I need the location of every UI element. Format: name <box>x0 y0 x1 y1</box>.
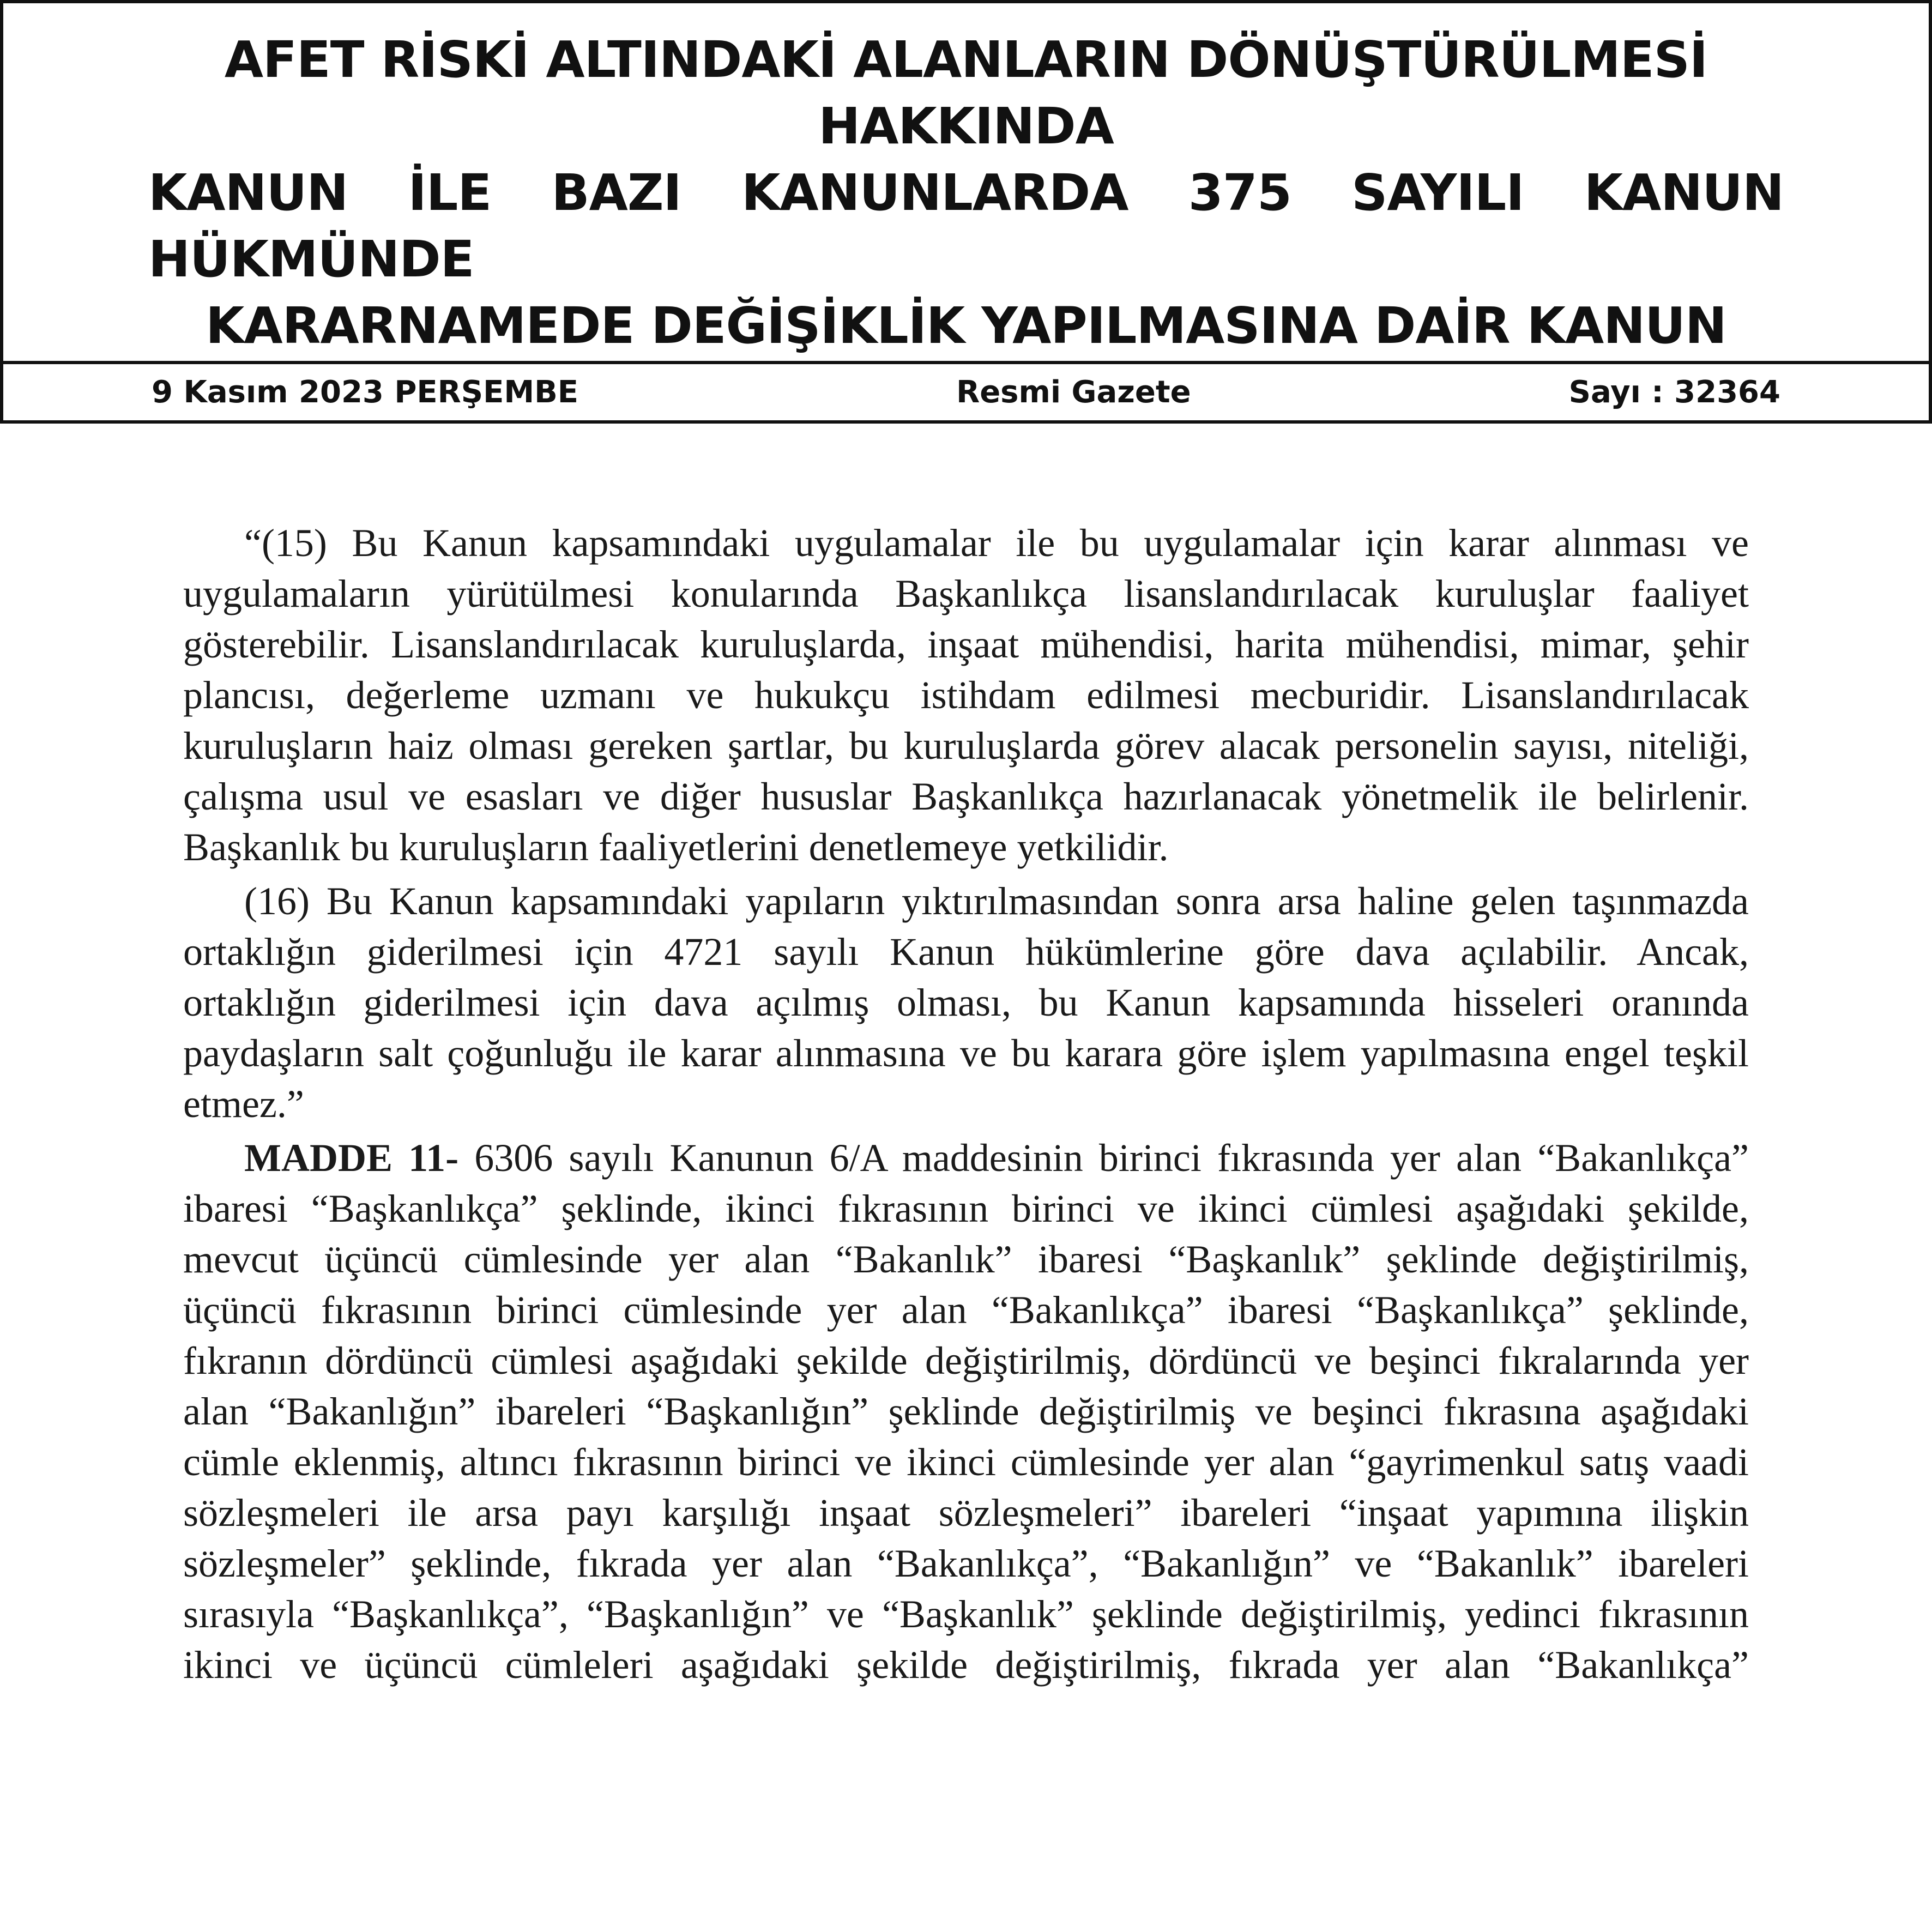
text-line: ortaklığın giderilmesi için dava açılmış olması, bu Kanun kapsamında hisseleri oranında <box>183 981 1749 1024</box>
gazette-header-bar <box>0 361 1932 424</box>
document-title-box <box>0 0 1932 361</box>
text-line: ikinci ve üçüncü cümleleri aşağıdaki şekilde değiştirilmiş, fıkrada yer alan “Bakanlıkça” <box>183 1643 1749 1687</box>
text-line: üçüncü fıkrasının birinci cümlesinde yer alan “Bakanlıkça” ibaresi “Başkanlıkça” şeklinde, <box>183 1288 1749 1332</box>
text-line: paydaşların salt çoğunluğu ile karar alınmasına ve bu karara göre işlem yapılmasına engel teşkil <box>183 1031 1749 1075</box>
text-line: cümle eklenmiş, altıncı fıkrasının birinci ve ikinci cümlesinde yer alan “gayrimenkul satış vaadi <box>183 1440 1749 1484</box>
text-line: gösterebilir. Lisanslandırılacak kuruluşlarda, inşaat mühendisi, harita mühendisi, mimar, şehir <box>183 623 1749 666</box>
text-line: kuruluşların haiz olması gereken şartlar, bu kuruluşlarda görev alacak personelin sayısı, niteliği, <box>183 724 1749 768</box>
title-line: AFET RİSKİ ALTINDAKİ ALANLARIN DÖNÜŞTÜRÜLMESİ HAKKINDA <box>224 31 1708 155</box>
text-line: plancısı, değerleme uzmanı ve hukukçu istihdam edilmesi mecburidir. Lisanslandırılacak <box>183 673 1749 717</box>
text-line: sözleşmeleri ile arsa payı karşılığı inşaat sözleşmeleri” ibareleri “inşaat yapımına ilişkin <box>183 1491 1749 1535</box>
publication-date: 9 Kasım 2023 PERŞEMBE <box>152 375 579 410</box>
text-line: sırasıyla “Başkanlıkça”, “Başkanlığın” ve “Başkanlık” şeklinde değiştirilmiş, yedinci fıkrasının <box>183 1592 1749 1636</box>
publication-name: Resmi Gazete <box>956 375 1191 410</box>
text-line <box>183 1133 1749 1184</box>
text-line: (16) Bu Kanun kapsamındaki yapıların yıktırılmasından sonra arsa haline gelen taşınmazda <box>244 879 1749 923</box>
text-line: sözleşmeler” şeklinde, fıkrada yer alan “Bakanlıkça”, “Bakanlığın” ve “Bakanlık” ibareleri <box>183 1542 1749 1585</box>
title-line: KANUN İLE BAZI KANUNLARDA 375 SAYILI KANUN HÜKMÜNDE <box>148 164 1784 288</box>
text-line: alan “Bakanlığın” ibareleri “Başkanlığın” şeklinde değiştirilmiş ve beşinci fıkrasına aşağıdaki <box>183 1390 1749 1433</box>
text-line: uygulamaların yürütülmesi konularında Başkanlıkça lisanslandırılacak kuruluşlar faaliyet <box>183 572 1749 615</box>
text-line: fıkranın dördüncü cümlesi aşağıdaki şekilde değiştirilmiş, dördüncü ve beşinci fıkralarında yer <box>183 1339 1749 1382</box>
article-11 <box>183 1133 1749 1690</box>
text-line: ibaresi “Başkanlıkça” şeklinde, ikinci fıkrasının birinci ve ikinci cümlesi aşağıdaki şekilde, <box>183 1187 1749 1230</box>
title-line: KARARNAMEDE DEĞİŞİKLİK YAPILMASINA DAİR KANUN <box>206 297 1726 355</box>
document-title <box>148 27 1784 359</box>
article-label: MADDE 11- <box>244 1136 459 1180</box>
issue-number: Sayı : 32364 <box>1568 375 1780 410</box>
text-line: mevcut üçüncü cümlesinde yer alan “Bakanlık” ibaresi “Başkanlık” şeklinde değiştirilmiş, <box>183 1237 1749 1281</box>
article-first-line: 6306 sayılı Kanunun 6/A maddesinin birinci fıkrasında yer alan “Bakanlıkça” <box>458 1136 1749 1180</box>
paragraph-15 <box>183 518 1749 873</box>
text-line: etmez.” <box>183 1082 304 1126</box>
text-line: Başkanlık bu kuruluşların faaliyetlerini denetlemeye yetkilidir. <box>183 825 1169 869</box>
text-line: ortaklığın giderilmesi için 4721 sayılı Kanun hükümlerine göre dava açılabilir. Ancak, <box>183 930 1749 974</box>
text-line: “(15) Bu Kanun kapsamındaki uygulamalar ile bu uygulamalar için karar alınması ve <box>244 521 1749 565</box>
law-body-text <box>183 518 1749 1694</box>
paragraph-16 <box>183 876 1749 1130</box>
text-line: çalışma usul ve esasları ve diğer hususlar Başkanlıkça hazırlanacak yönetmelik ile belirlenir. <box>183 775 1749 818</box>
